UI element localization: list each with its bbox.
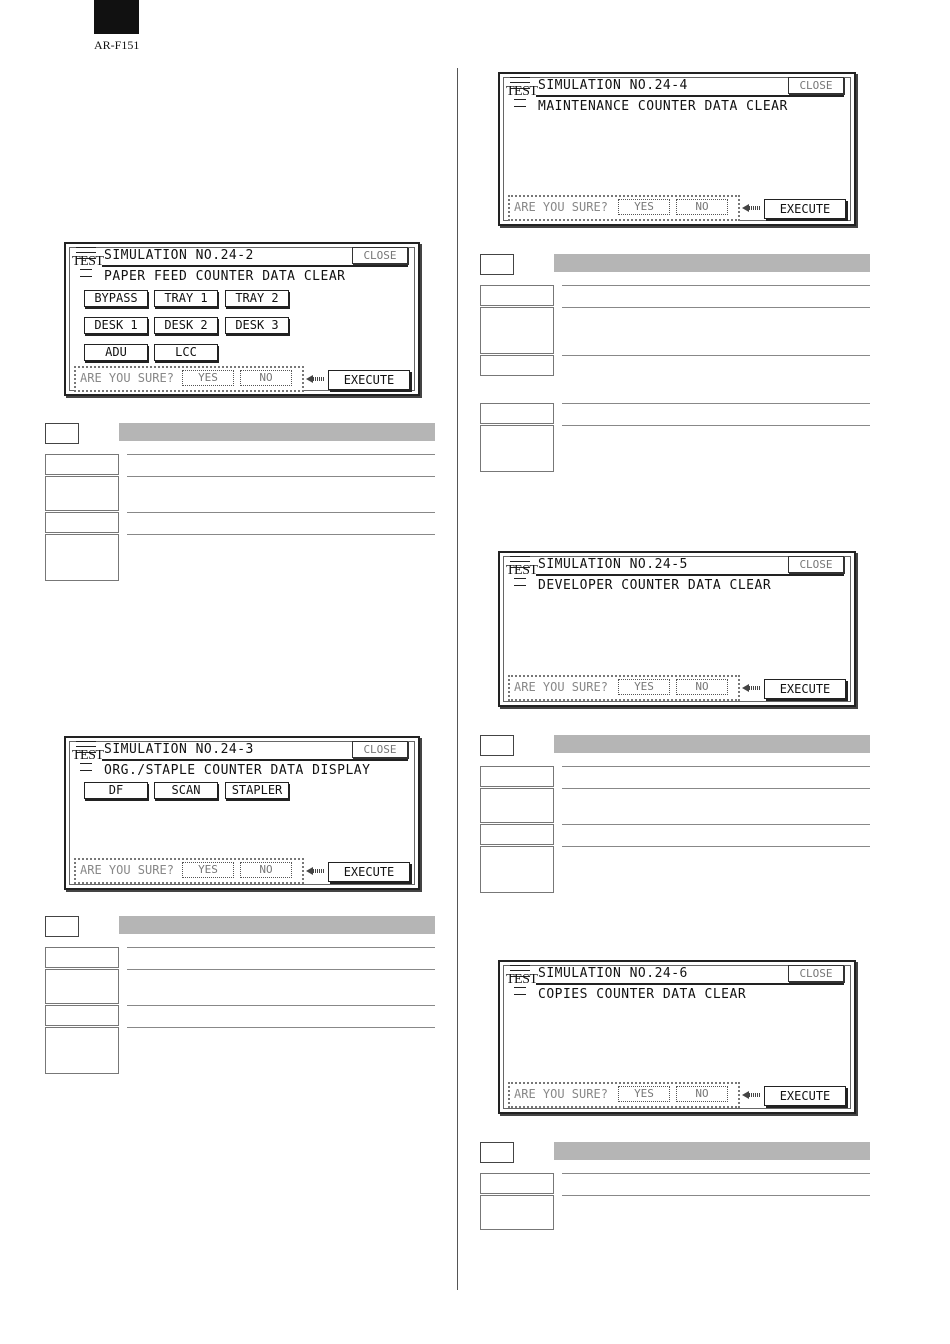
screen-title: SIMULATION NO.24-6 [538,966,688,981]
confirm-box [508,675,740,701]
close-button[interactable]: CLOSE [788,965,844,982]
execute-button[interactable]: EXECUTE [328,862,410,882]
column-divider [457,68,458,1290]
desk-3-button[interactable]: DESK 3 [225,317,289,334]
execute-button[interactable]: EXECUTE [328,370,410,390]
sim-24-6-screen [498,960,856,1114]
close-button[interactable]: CLOSE [352,247,408,264]
yes-button[interactable]: YES [618,199,670,215]
df-button[interactable]: DF [84,782,148,799]
execute-button[interactable]: EXECUTE [764,1086,846,1106]
sim-24-3-table [45,916,435,1076]
screen-subtitle: MAINTENANCE COUNTER DATA CLEAR [538,99,788,114]
tray-2-button[interactable]: TRAY 2 [225,290,289,307]
no-button[interactable]: NO [240,862,292,878]
arrow-left-icon [742,1091,760,1099]
close-button[interactable]: CLOSE [352,741,408,758]
yes-button[interactable]: YES [618,1086,670,1102]
page-corner-tab [94,0,139,34]
sim-24-2-table [45,423,435,583]
screen-title: SIMULATION NO.24-3 [104,742,254,757]
screen-title: SIMULATION NO.24-5 [538,557,688,572]
no-button[interactable]: NO [676,199,728,215]
test-icon: TEST [506,77,534,107]
sim-24-4-table [480,254,870,474]
confirm-text: ARE YOU SURE? [514,1087,608,1101]
sim-24-5-table [480,735,870,895]
screen-title: SIMULATION NO.24-2 [104,248,254,263]
test-icon: TEST [72,247,100,277]
test-icon: TEST [72,741,100,771]
adu-button[interactable]: ADU [84,344,148,361]
screen-subtitle: COPIES COUNTER DATA CLEAR [538,987,747,1002]
arrow-left-icon [306,867,324,875]
sim-24-4-screen [498,72,856,226]
arrow-left-icon [742,204,760,212]
confirm-box [74,366,304,392]
test-icon: TEST [506,965,534,995]
stapler-button[interactable]: STAPLER [225,782,289,799]
confirm-box [508,195,740,221]
test-icon: TEST [506,556,534,586]
bypass-button[interactable]: BYPASS [84,290,148,307]
desk-1-button[interactable]: DESK 1 [84,317,148,334]
screen-title: SIMULATION NO.24-4 [538,78,688,93]
tray-1-button[interactable]: TRAY 1 [154,290,218,307]
close-button[interactable]: CLOSE [788,556,844,573]
execute-button[interactable]: EXECUTE [764,199,846,219]
scan-button[interactable]: SCAN [154,782,218,799]
lcc-button[interactable]: LCC [154,344,218,361]
screen-subtitle: DEVELOPER COUNTER DATA CLEAR [538,578,772,593]
arrow-left-icon [742,684,760,692]
sim-24-5-screen [498,551,856,707]
sim-24-2-screen [64,242,420,396]
confirm-text: ARE YOU SURE? [80,371,174,385]
no-button[interactable]: NO [676,1086,728,1102]
no-button[interactable]: NO [240,370,292,386]
sim-24-6-table [480,1142,870,1232]
screen-subtitle: PAPER FEED COUNTER DATA CLEAR [104,269,346,284]
close-button[interactable]: CLOSE [788,77,844,94]
confirm-text: ARE YOU SURE? [80,863,174,877]
model-label: AR-F151 [94,38,140,52]
confirm-text: ARE YOU SURE? [514,200,608,214]
confirm-text: ARE YOU SURE? [514,680,608,694]
confirm-box [74,858,304,884]
yes-button[interactable]: YES [182,370,234,386]
yes-button[interactable]: YES [182,862,234,878]
desk-2-button[interactable]: DESK 2 [154,317,218,334]
yes-button[interactable]: YES [618,679,670,695]
confirm-box [508,1082,740,1108]
arrow-left-icon [306,375,324,383]
execute-button[interactable]: EXECUTE [764,679,846,699]
no-button[interactable]: NO [676,679,728,695]
screen-subtitle: ORG./STAPLE COUNTER DATA DISPLAY [104,763,371,778]
sim-24-3-screen [64,736,420,890]
